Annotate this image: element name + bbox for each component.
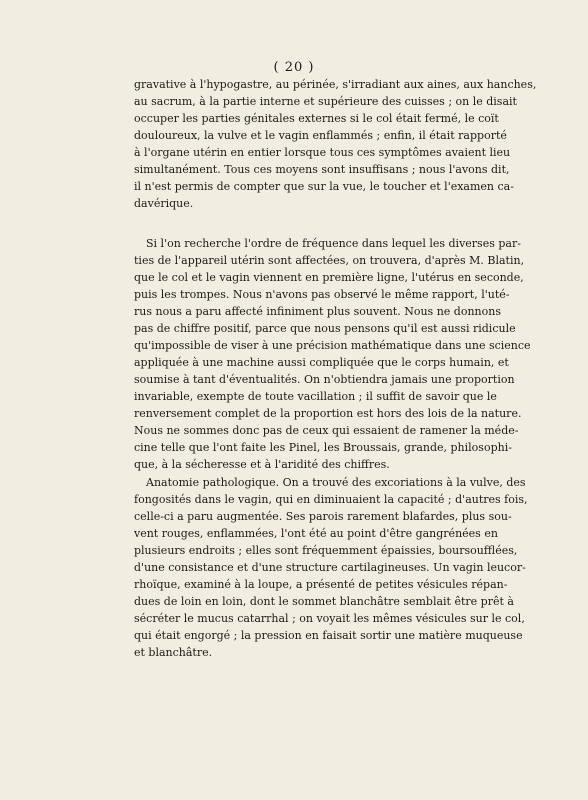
paragraph-3: [134, 474, 528, 661]
text-line: au sacrum, à la partie interne et supérieure des cuisses ; on le disait: [134, 95, 517, 108]
text-line: qui était engorgé ; la pression en faisait sortir une matière muqueuse: [134, 629, 523, 642]
text-line: à l'organe utérin en entier lorsque tous ces symptômes avaient lieu: [134, 146, 511, 159]
text-line: ties de l'appareil utérin sont affectées, on trouvera, d'après M. Blatin,: [134, 254, 525, 267]
text-line: Si l'on recherche l'ordre de fréquence dans lequel les diverses par-: [146, 237, 521, 250]
text-line: vent rouges, enflammées, l'ont été au point d'être gangrénées en: [134, 527, 498, 540]
paragraph-2: [134, 235, 531, 473]
text-line: appliquée à une machine aussi compliquée que le corps humain, et: [134, 356, 509, 369]
text-line: soumise à tant d'éventualités. On n'obtiendra jamais une proportion: [134, 373, 515, 386]
text-line: gravative à l'hypogastre, au périnée, s'irradiant aux aines, aux hanches,: [134, 78, 537, 91]
text-line: simultanément. Tous ces moyens sont insuffisans ; nous l'avons dit,: [134, 163, 510, 176]
text-line: rus nous a paru affecté infiniment plus souvent. Nous ne donnons: [134, 305, 501, 318]
text-line: sécréter le mucus catarrhal ; on voyait les mêmes vésicules sur le col,: [134, 612, 525, 625]
text-line: que, à la sécheresse et à l'aridité des chiffres.: [134, 458, 390, 471]
text-line: plusieurs endroits ; elles sont fréquemment épaissies, boursoufflées,: [134, 544, 518, 557]
text-line: douloureux, la vulve et le vagin enflammés ; enfin, il était rapporté: [134, 129, 507, 142]
text-line: invariable, exempte de toute vacillation ; il suffit de savoir que le: [134, 390, 497, 403]
text-line: renversement complet de la proportion est hors des lois de la nature.: [134, 407, 522, 420]
text-line: Nous ne sommes donc pas de ceux qui essaient de ramener la méde-: [134, 424, 519, 437]
text-line: et blanchâtre.: [134, 646, 213, 659]
text-line: davérique.: [134, 197, 194, 210]
text-line: celle-ci a paru augmentée. Ses parois rarement blafardes, plus sou-: [134, 510, 512, 523]
text-line: il n'est permis de compter que sur la vue, le toucher et l'examen ca-: [134, 180, 514, 193]
text-line: qu'impossible de viser à une précision mathématique dans une science: [134, 339, 531, 352]
text-line: cine telle que l'ont faite les Pinel, les Broussais, grande, philosophi-: [134, 441, 512, 454]
text-line: que le col et le vagin viennent en première ligne, l'utérus en seconde,: [134, 271, 524, 284]
text-line: puis les trompes. Nous n'avons pas observé le même rapport, l'uté-: [134, 288, 510, 301]
text-line: pas de chiffre positif, parce que nous pensons qu'il est aussi ridicule: [134, 322, 516, 335]
page-number: ( 20 ): [273, 60, 315, 75]
text-line: dues de loin en loin, dont le sommet blanchâtre semblait être prêt à: [134, 595, 514, 608]
text-line: Anatomie pathologique. On a trouvé des excoriations à la vulve, des: [146, 476, 526, 489]
text-line: fongosités dans le vagin, qui en diminuaient la capacité ; d'autres fois,: [134, 493, 528, 506]
text-line: d'une consistance et d'une structure cartilagineuses. Un vagin leucor-: [134, 561, 526, 574]
paragraph-1: [134, 76, 537, 212]
text-line: rhoïque, examiné à la loupe, a présenté de petites vésicules répan-: [134, 578, 508, 591]
text-line: occuper les parties génitales externes si le col était fermé, le coït: [134, 112, 499, 125]
